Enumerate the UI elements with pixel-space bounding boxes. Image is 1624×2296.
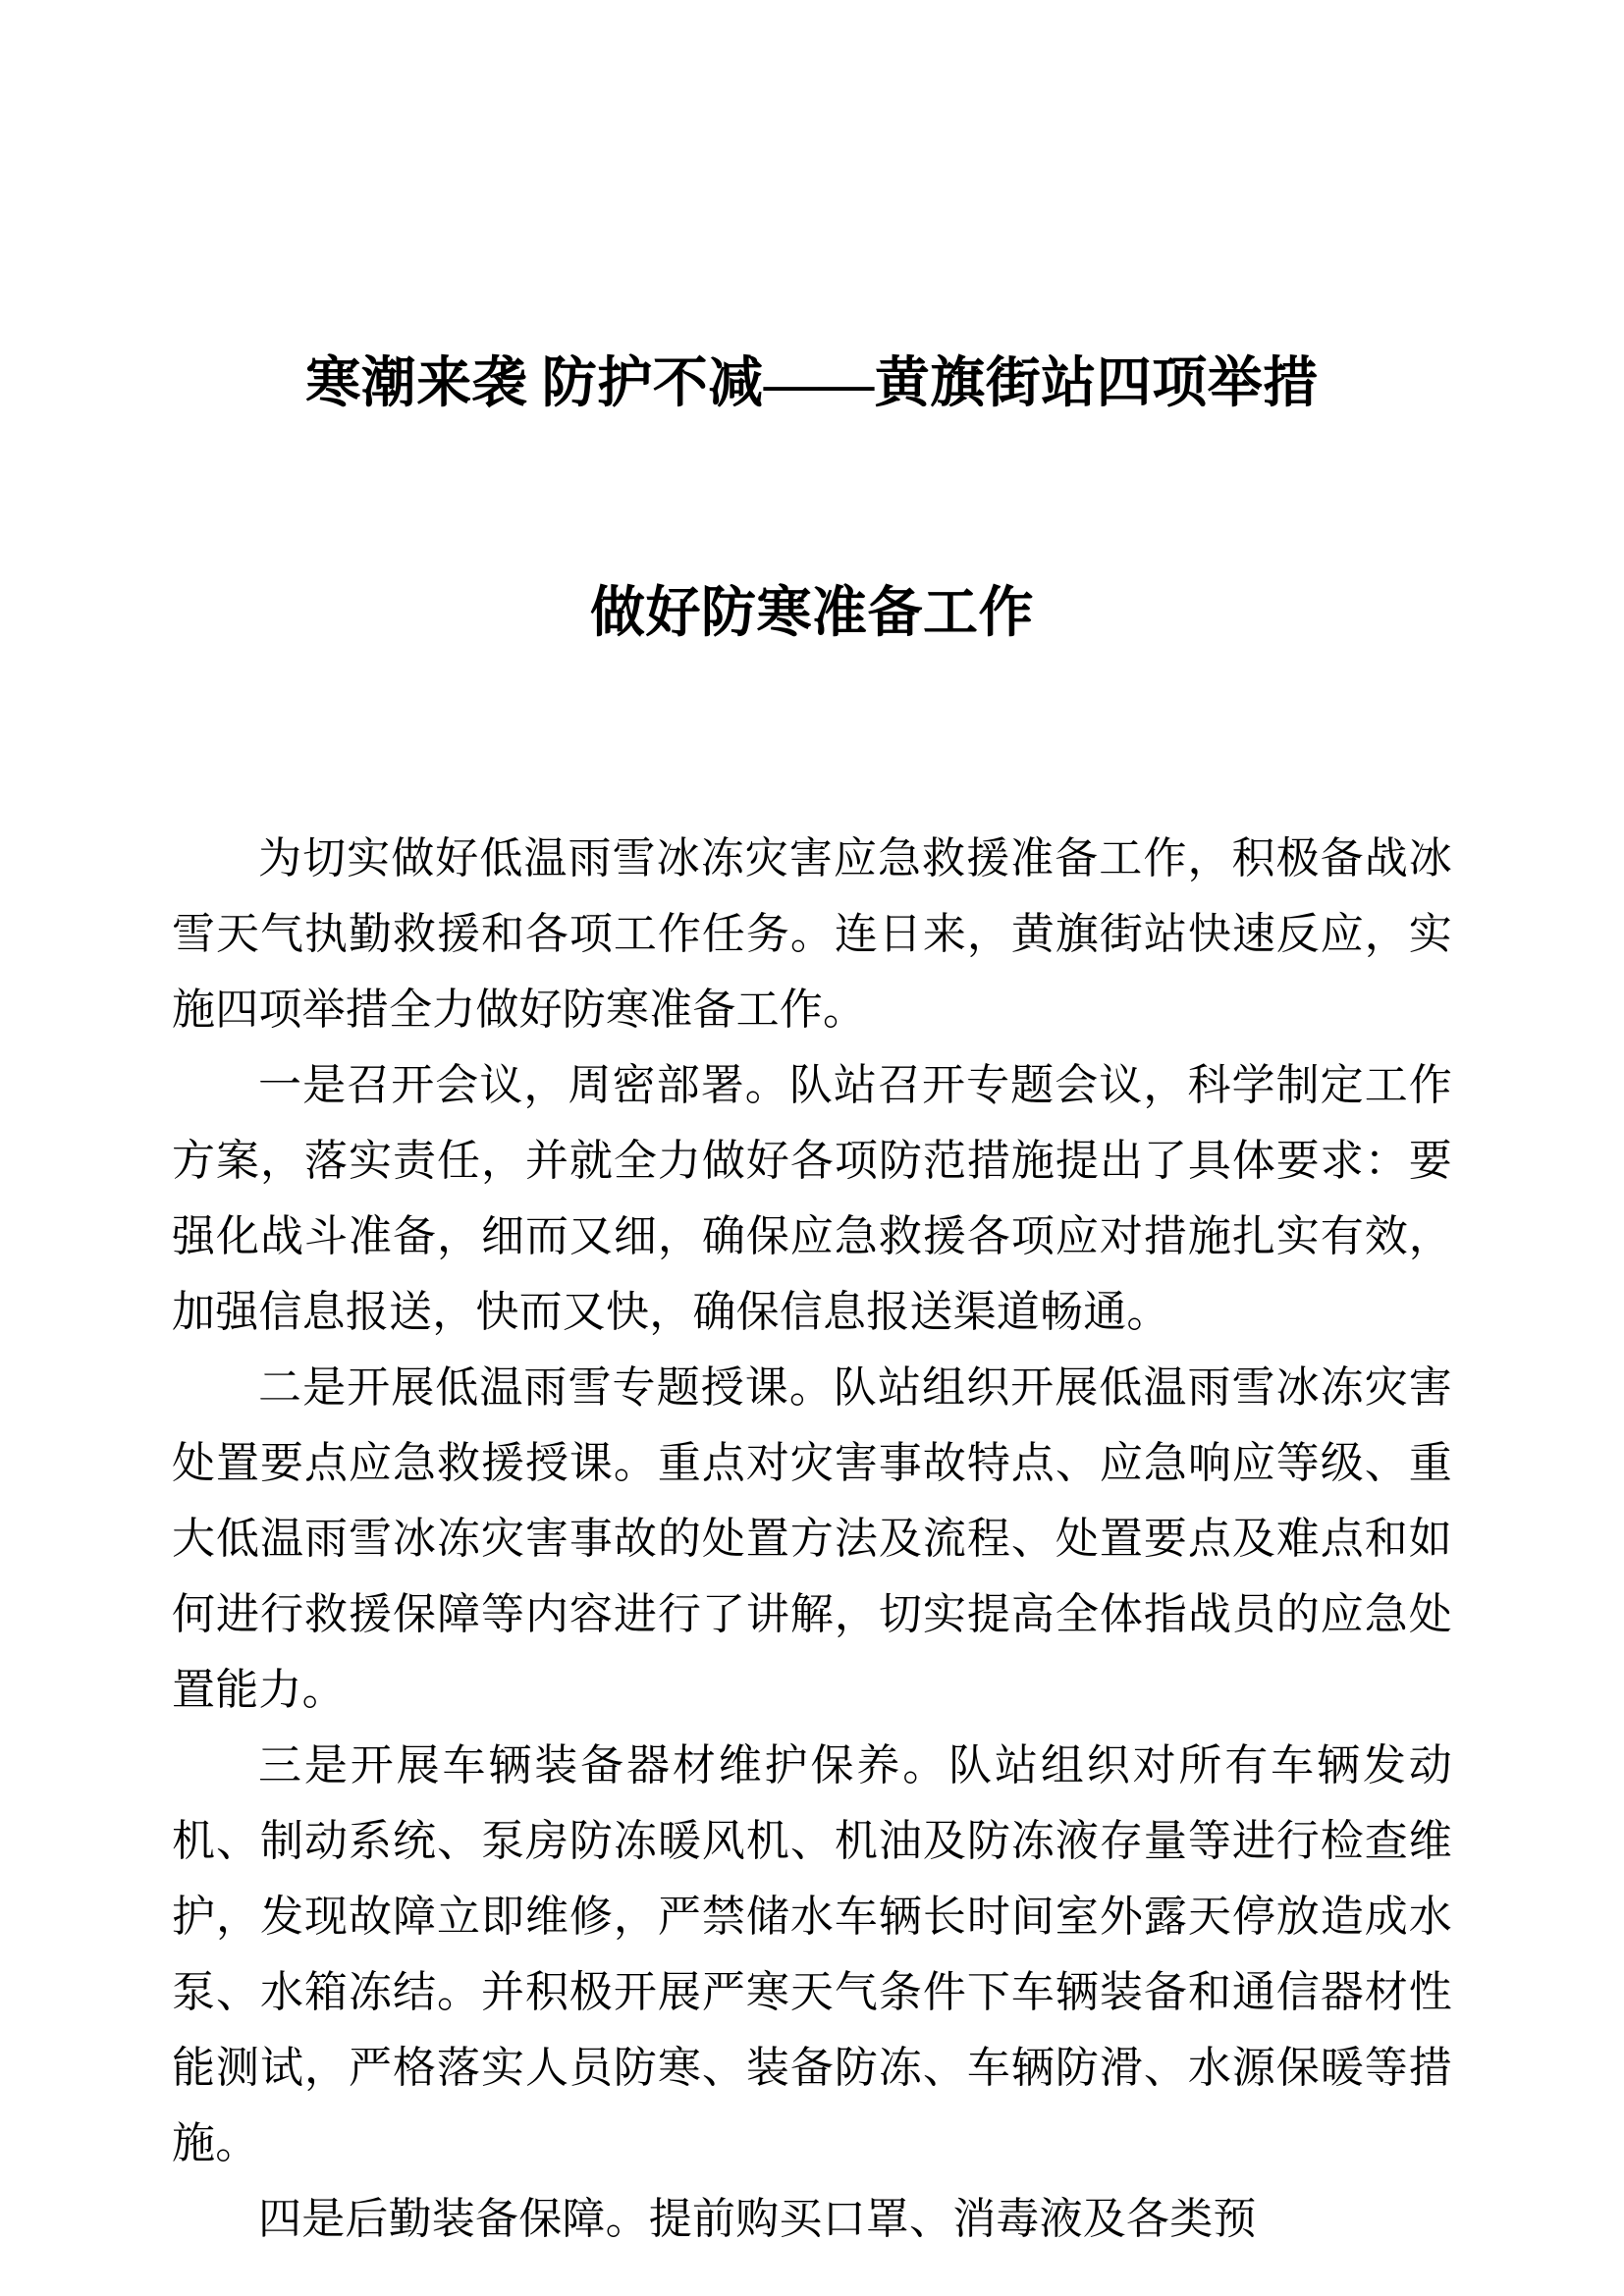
body-paragraph-4: 三是开展车辆装备器材维护保养。队站组织对所有车辆发动机、制动系统、泵房防冻暖风机、机油及防冻液存量等进行检查维护，发现故障立即维修，严禁储水车辆长时间室外露天停放造成水泵、水箱冻结。并积极开展严寒天气条件下车辆装备和通信器材性能测试，严格落实人员防寒、装备防冻、车辆防滑、水源保暖等措施。 [172,1741,1452,2167]
document-body [172,821,1452,2257]
body-paragraph-5: 四是后勤装备保障。提前购买口罩、消毒液及各类预 [258,2195,1257,2243]
body-paragraph-1: 为切实做好低温雨雪冰冻灾害应急救援准备工作，积极备战冰雪天气执勤救援和各项工作任务。连日来，黄旗街站快速反应，实施四项举措全力做好防寒准备工作。 [172,834,1452,1034]
page-title [172,192,1452,805]
body-paragraph-3: 二是开展低温雨雪专题授课。队站组织开展低温雨雪冰冻灾害处置要点应急救援授课。重点对灾害事故特点、应急响应等级、重大低温雨雪冰冻灾害事故的处置方法及流程、处置要点及难点和如何进行救援保障等内容进行了讲解，切实提高全体指战员的应急处置能力。 [172,1363,1452,1714]
body-paragraph-2: 一是召开会议，周密部署。队站召开专题会议，科学制定工作方案，落实责任，并就全力做好各项防范措施提出了具体要求：要强化战斗准备，细而又细，确保应急救援各项应对措施扎实有效，加强信息报送，快而又快，确保信息报送渠道畅通。 [172,1061,1452,1336]
title-line-2: 做好防寒准备工作 [590,583,1034,644]
title-line-1: 寒潮来袭 防护不减——黄旗街站四项举措 [305,353,1319,414]
